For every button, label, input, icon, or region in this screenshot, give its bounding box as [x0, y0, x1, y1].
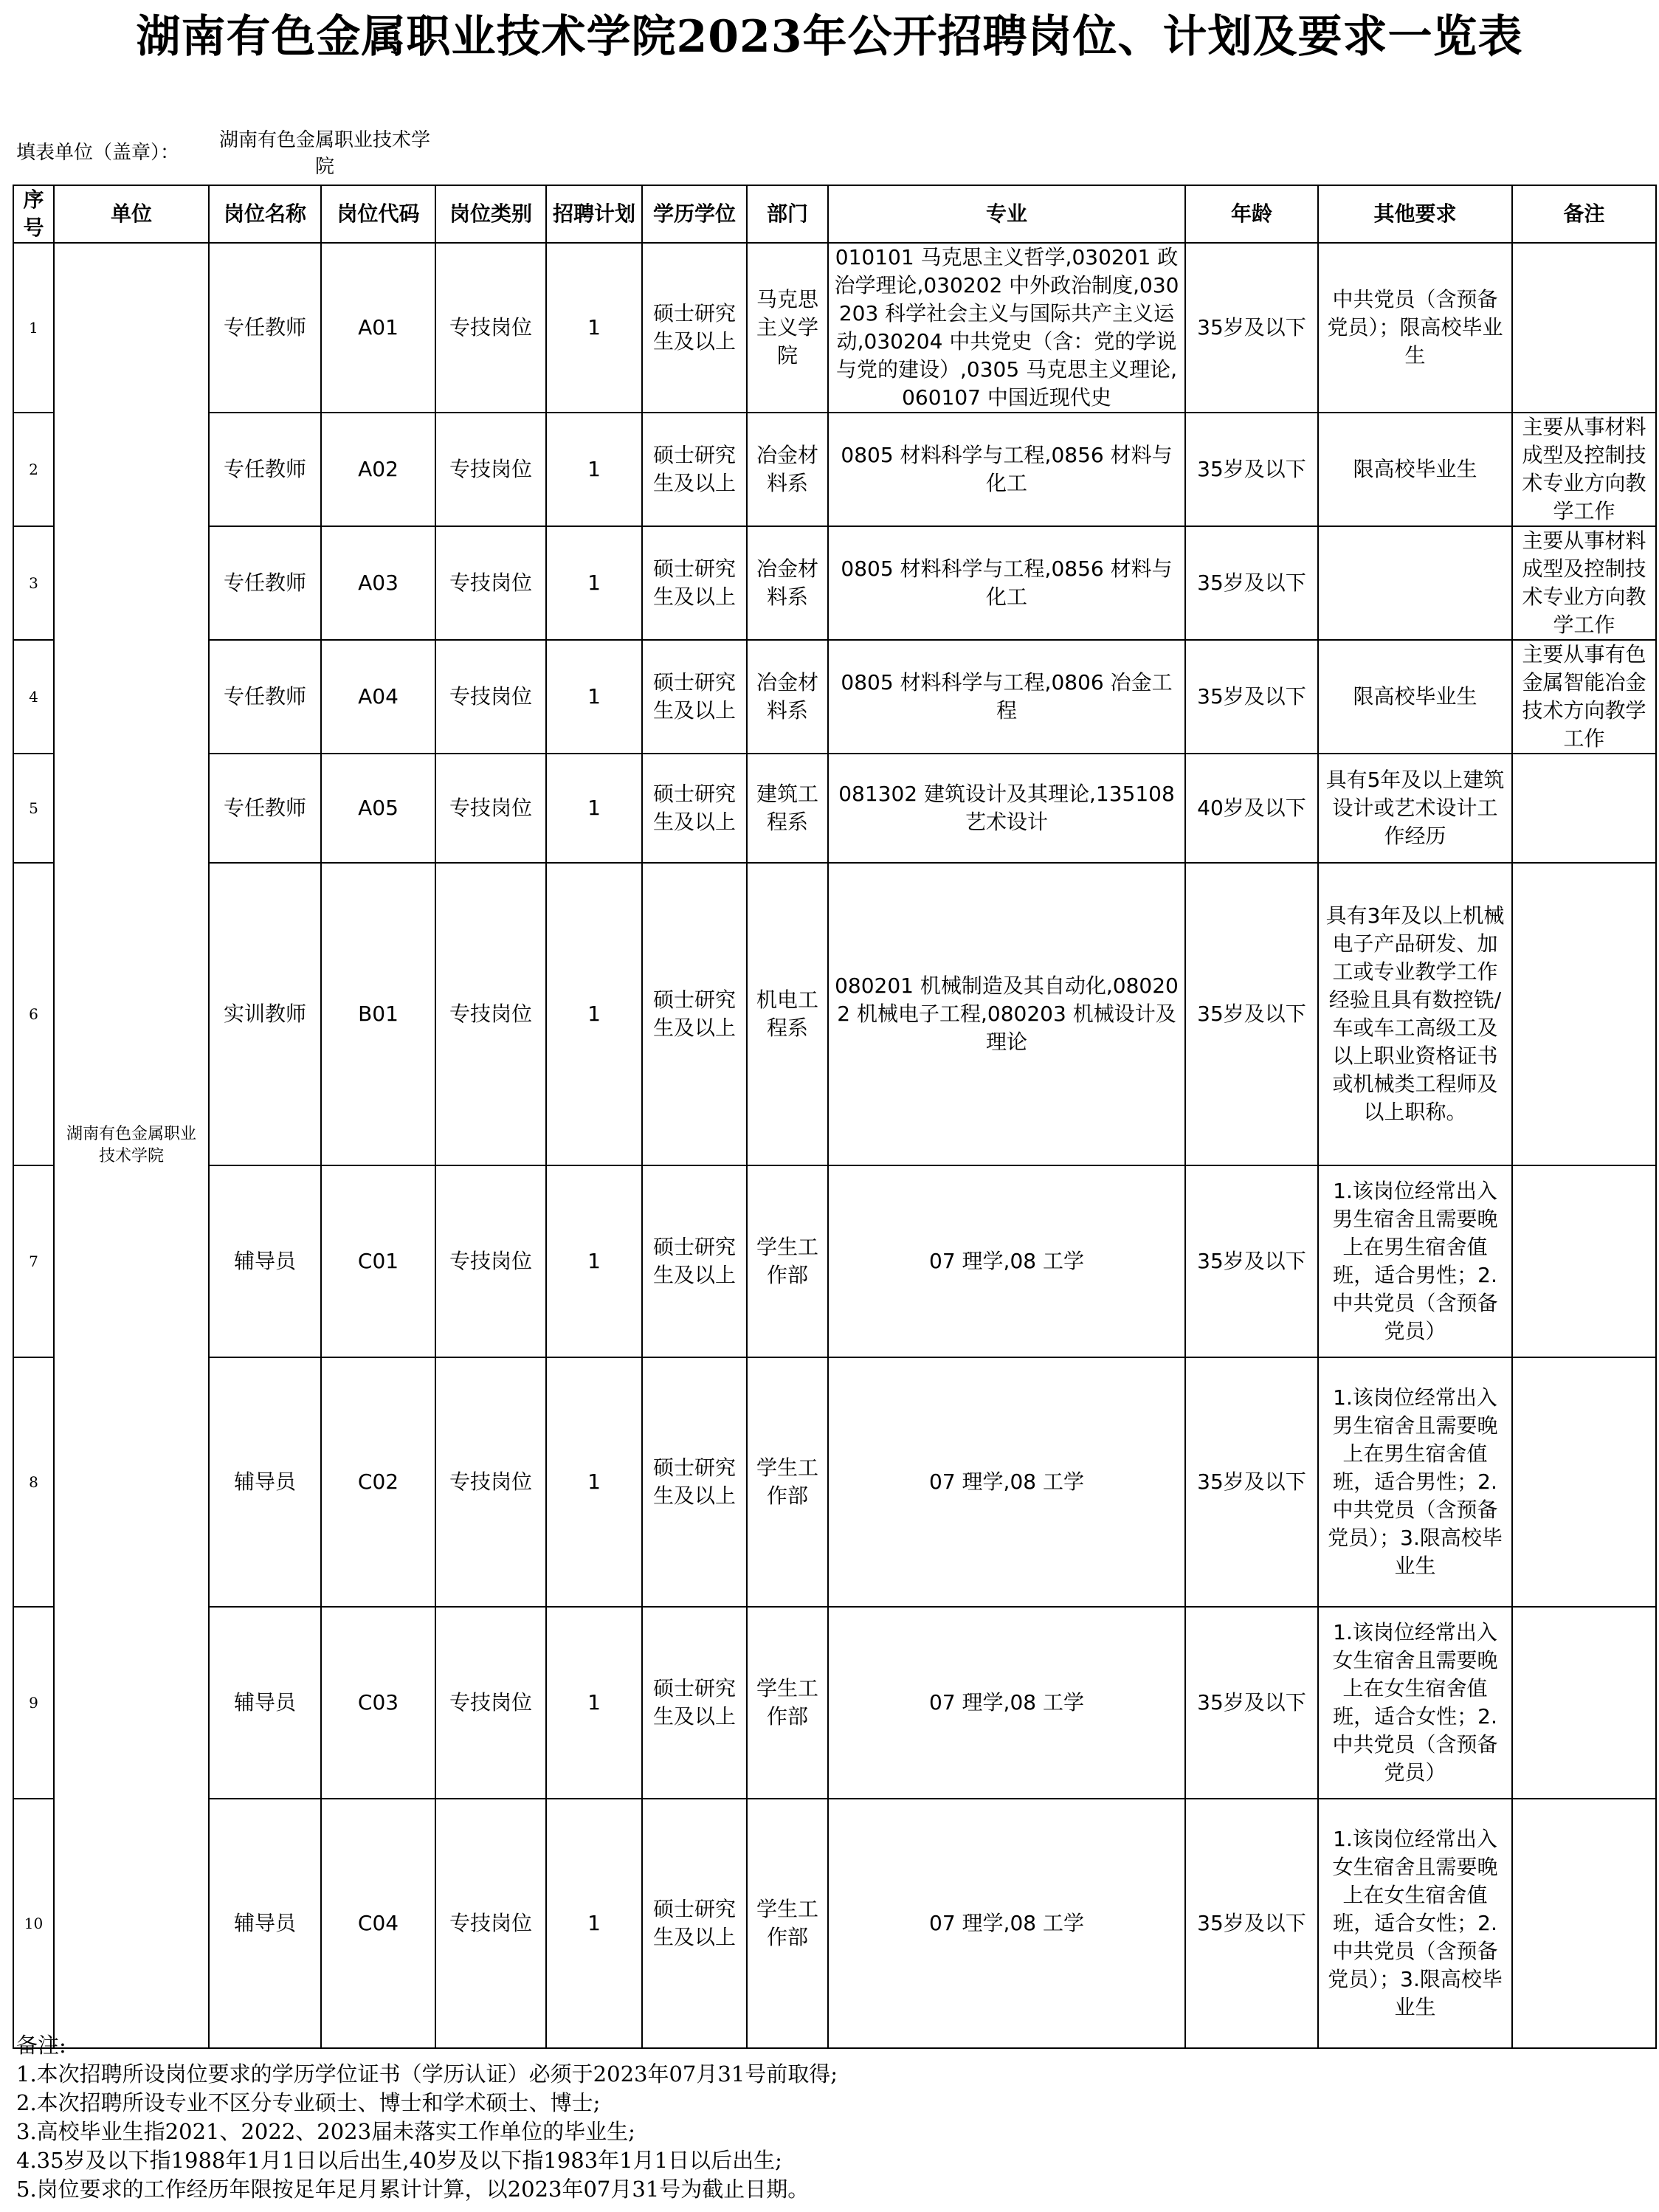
- cell-note: [1512, 1607, 1656, 1799]
- cell-note: 主要从事有色金属智能冶金技术方向教学工作: [1512, 640, 1656, 754]
- recruitment-table: [13, 185, 1657, 2049]
- cell-age: 35岁及以下: [1185, 1165, 1318, 1357]
- cell-code: C02: [321, 1357, 435, 1607]
- cell-plan: 1: [546, 640, 642, 754]
- cell-post: 专任教师: [209, 243, 321, 413]
- fill-unit-value: 湖南有色金属职业技术学院: [218, 129, 430, 178]
- header-category: 岗位类别: [435, 185, 546, 243]
- cell-post: 辅导员: [209, 1799, 321, 2048]
- cell-note: [1512, 1799, 1656, 2048]
- header-age: 年龄: [1185, 185, 1318, 243]
- cell-code: A04: [321, 640, 435, 754]
- cell-code: A03: [321, 526, 435, 640]
- cell-unit: 湖南有色金属职业技术学院: [54, 243, 209, 2048]
- cell-education: 硕士研究生及以上: [642, 1165, 747, 1357]
- cell-age: 35岁及以下: [1185, 243, 1318, 413]
- cell-other: 限高校毕业生: [1318, 413, 1512, 526]
- cell-note: [1512, 1357, 1656, 1607]
- table-row: [13, 526, 1656, 640]
- cell-dept: 学生工作部: [747, 1607, 828, 1799]
- cell-dept: 冶金材料系: [747, 526, 828, 640]
- cell-age: 35岁及以下: [1185, 1357, 1318, 1607]
- cell-education: 硕士研究生及以上: [642, 413, 747, 526]
- cell-note: [1512, 1165, 1656, 1357]
- cell-major: 07 理学,08 工学: [828, 1607, 1185, 1799]
- cell-post: 辅导员: [209, 1607, 321, 1799]
- cell-category: 专技岗位: [435, 754, 546, 863]
- cell-category: 专技岗位: [435, 1607, 546, 1799]
- cell-post: 专任教师: [209, 754, 321, 863]
- cell-code: C04: [321, 1799, 435, 2048]
- cell-seq: 3: [13, 526, 54, 640]
- cell-major: 07 理学,08 工学: [828, 1165, 1185, 1357]
- cell-code: B01: [321, 863, 435, 1165]
- cell-other: 中共党员（含预备党员）；限高校毕业生: [1318, 243, 1512, 413]
- cell-post: 专任教师: [209, 640, 321, 754]
- cell-category: 专技岗位: [435, 640, 546, 754]
- cell-major: 0805 材料科学与工程,0856 材料与化工: [828, 526, 1185, 640]
- cell-category: 专技岗位: [435, 1357, 546, 1607]
- cell-other: 具有5年及以上建筑设计或艺术设计工作经历: [1318, 754, 1512, 863]
- cell-other: 1.该岗位经常出入女生宿舍且需要晚上在女生宿舍值班，适合女性；2.中共党员（含预备党员）: [1318, 1607, 1512, 1799]
- cell-other: 1.该岗位经常出入男生宿舍且需要晚上在男生宿舍值班，适合男性；2.中共党员（含预备党员）: [1318, 1165, 1512, 1357]
- header-unit: 单位: [54, 185, 209, 243]
- header-note: 备注: [1512, 185, 1656, 243]
- table-row: [13, 1357, 1656, 1607]
- cell-code: A02: [321, 413, 435, 526]
- cell-seq: 7: [13, 1165, 54, 1357]
- cell-seq: 6: [13, 863, 54, 1165]
- cell-plan: 1: [546, 1357, 642, 1607]
- cell-education: 硕士研究生及以上: [642, 526, 747, 640]
- cell-age: 35岁及以下: [1185, 413, 1318, 526]
- table-row: [13, 1607, 1656, 1799]
- table-row: [13, 754, 1656, 863]
- header-post: 岗位名称: [209, 185, 321, 243]
- note-item: 4.35岁及以下指1988年1月1日以后出生,40岁及以下指1983年1月1日以后出生;: [16, 2148, 782, 2173]
- cell-post: 辅导员: [209, 1165, 321, 1357]
- cell-plan: 1: [546, 243, 642, 413]
- cell-other: 限高校毕业生: [1318, 640, 1512, 754]
- cell-plan: 1: [546, 1165, 642, 1357]
- cell-post: 辅导员: [209, 1357, 321, 1607]
- cell-note: 主要从事材料成型及控制技术专业方向教学工作: [1512, 526, 1656, 640]
- cell-age: 40岁及以下: [1185, 754, 1318, 863]
- cell-post: 实训教师: [209, 863, 321, 1165]
- cell-other: [1318, 526, 1512, 640]
- cell-seq: 10: [13, 1799, 54, 2048]
- cell-category: 专技岗位: [435, 1165, 546, 1357]
- table-row: [13, 243, 1656, 413]
- cell-major: 0805 材料科学与工程,0856 材料与化工: [828, 413, 1185, 526]
- cell-dept: 马克思主义学院: [747, 243, 828, 413]
- cell-note: 主要从事材料成型及控制技术专业方向教学工作: [1512, 413, 1656, 526]
- cell-seq: 5: [13, 754, 54, 863]
- note-item: 5.岗位要求的工作经历年限按足年足月累计计算，以2023年07月31号为截止日期。: [16, 2177, 810, 2202]
- note-item: 3.高校毕业生指2021、2022、2023届未落实工作单位的毕业生;: [16, 2119, 635, 2144]
- cell-dept: 学生工作部: [747, 1357, 828, 1607]
- cell-education: 硕士研究生及以上: [642, 1799, 747, 2048]
- cell-dept: 冶金材料系: [747, 640, 828, 754]
- cell-seq: 4: [13, 640, 54, 754]
- table-row: [13, 1165, 1656, 1357]
- cell-major: 07 理学,08 工学: [828, 1799, 1185, 2048]
- cell-education: 硕士研究生及以上: [642, 1607, 747, 1799]
- header-plan: 招聘计划: [546, 185, 642, 243]
- cell-post: 专任教师: [209, 526, 321, 640]
- table-row: [13, 413, 1656, 526]
- header-major: 专业: [828, 185, 1185, 243]
- header-row: [13, 185, 1656, 243]
- notes-section: [16, 2031, 838, 2204]
- table-row: [13, 863, 1656, 1165]
- cell-plan: 1: [546, 1607, 642, 1799]
- cell-other: 1.该岗位经常出入男生宿舍且需要晚上在男生宿舍值班，适合男性；2.中共党员（含预备党员）；3.限高校毕业生: [1318, 1357, 1512, 1607]
- cell-age: 35岁及以下: [1185, 1799, 1318, 2048]
- note-item: 1.本次招聘所设岗位要求的学历学位证书（学历认证）必须于2023年07月31号前取得;: [16, 2061, 838, 2087]
- cell-major: 081302 建筑设计及其理论,135108 艺术设计: [828, 754, 1185, 863]
- cell-education: 硕士研究生及以上: [642, 1357, 747, 1607]
- cell-dept: 冶金材料系: [747, 413, 828, 526]
- cell-major: 080201 机械制造及其自动化,080202 机械电子工程,080203 机械设计及理论: [828, 863, 1185, 1165]
- header-dept: 部门: [747, 185, 828, 243]
- cell-plan: 1: [546, 863, 642, 1165]
- cell-age: 35岁及以下: [1185, 1607, 1318, 1799]
- cell-dept: 机电工程系: [747, 863, 828, 1165]
- cell-code: C01: [321, 1165, 435, 1357]
- header-other: 其他要求: [1318, 185, 1512, 243]
- cell-education: 硕士研究生及以上: [642, 243, 747, 413]
- cell-other: 1.该岗位经常出入女生宿舍且需要晚上在女生宿舍值班，适合女性；2.中共党员（含预备党员）；3.限高校毕业生: [1318, 1799, 1512, 2048]
- note-item: 2.本次招聘所设专业不区分专业硕士、博士和学术硕士、博士;: [16, 2090, 601, 2115]
- cell-seq: 2: [13, 413, 54, 526]
- cell-code: A01: [321, 243, 435, 413]
- cell-education: 硕士研究生及以上: [642, 640, 747, 754]
- cell-category: 专技岗位: [435, 526, 546, 640]
- table-row: [13, 1799, 1656, 2048]
- cell-dept: 学生工作部: [747, 1799, 828, 2048]
- cell-category: 专技岗位: [435, 863, 546, 1165]
- cell-category: 专技岗位: [435, 413, 546, 526]
- cell-plan: 1: [546, 526, 642, 640]
- notes-heading: 备注:: [16, 2033, 66, 2058]
- cell-plan: 1: [546, 413, 642, 526]
- cell-code: C03: [321, 1607, 435, 1799]
- cell-seq: 8: [13, 1357, 54, 1607]
- cell-code: A05: [321, 754, 435, 863]
- cell-dept: 建筑工程系: [747, 754, 828, 863]
- page-title: 湖南有色金属职业技术学院2023年公开招聘岗位、计划及要求一览表: [136, 11, 1523, 63]
- cell-category: 专技岗位: [435, 1799, 546, 2048]
- cell-major: 0805 材料科学与工程,0806 冶金工程: [828, 640, 1185, 754]
- cell-note: [1512, 243, 1656, 413]
- cell-seq: 9: [13, 1607, 54, 1799]
- cell-note: [1512, 863, 1656, 1165]
- cell-education: 硕士研究生及以上: [642, 754, 747, 863]
- table-row: [13, 640, 1656, 754]
- cell-category: 专技岗位: [435, 243, 546, 413]
- header-code: 岗位代码: [321, 185, 435, 243]
- cell-age: 35岁及以下: [1185, 526, 1318, 640]
- cell-major: 010101 马克思主义哲学,030201 政治学理论,030202 中外政治制度,030203 科学社会主义与国际共产主义运动,030204 中共党史（含：党的学说与党的建设）,0305 马克思主义理论,060107 中国近现代史: [828, 243, 1185, 413]
- header-seq: 序号: [13, 185, 54, 243]
- header-education: 学历学位: [642, 185, 747, 243]
- cell-age: 35岁及以下: [1185, 863, 1318, 1165]
- cell-plan: 1: [546, 1799, 642, 2048]
- cell-education: 硕士研究生及以上: [642, 863, 747, 1165]
- cell-major: 07 理学,08 工学: [828, 1357, 1185, 1607]
- cell-note: [1512, 754, 1656, 863]
- cell-seq: 1: [13, 243, 54, 413]
- cell-age: 35岁及以下: [1185, 640, 1318, 754]
- cell-plan: 1: [546, 754, 642, 863]
- cell-post: 专任教师: [209, 413, 321, 526]
- cell-dept: 学生工作部: [747, 1165, 828, 1357]
- fill-unit-label: 填表单位（盖章）：: [16, 142, 180, 164]
- cell-other: 具有3年及以上机械电子产品研发、加工或专业教学工作经验且具有数控铣/车或车工高级工及以上职业资格证书或机械类工程师及以上职称。: [1318, 863, 1512, 1165]
